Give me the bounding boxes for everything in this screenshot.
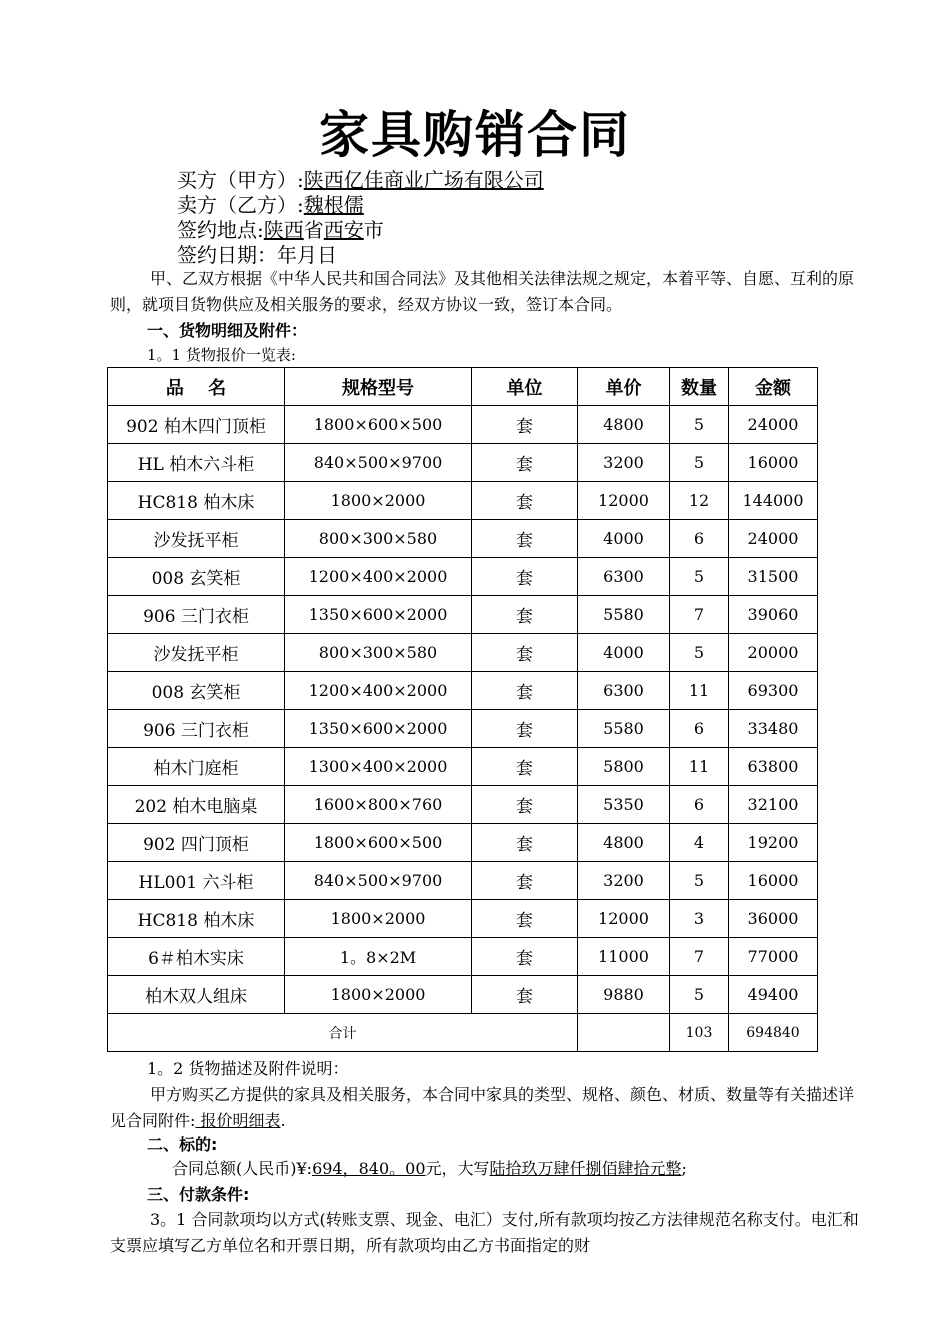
cell-amount: 20000 bbox=[729, 634, 818, 672]
contract-amount-line bbox=[172, 1158, 687, 1180]
place-label: 签约地点: bbox=[177, 218, 264, 242]
cell-amount: 24000 bbox=[729, 520, 818, 558]
cell-amount: 33480 bbox=[729, 710, 818, 748]
cell-spec: 1300×400×2000 bbox=[285, 748, 472, 786]
cell-amount: 49400 bbox=[729, 976, 818, 1014]
cell-price: 11000 bbox=[578, 938, 670, 976]
cell-unit: 套 bbox=[472, 634, 578, 672]
cell-amount: 77000 bbox=[729, 938, 818, 976]
document-title: 家具购销合同 bbox=[319, 106, 631, 164]
table-row bbox=[108, 482, 818, 520]
cell-price: 4800 bbox=[578, 824, 670, 862]
table-row bbox=[108, 710, 818, 748]
place-line bbox=[177, 218, 384, 242]
cell-spec: 1200×400×2000 bbox=[285, 672, 472, 710]
table-header-row bbox=[108, 368, 818, 406]
cell-unit: 套 bbox=[472, 520, 578, 558]
cell-product: 906 三门衣柜 bbox=[108, 710, 285, 748]
cell-qty: 5 bbox=[670, 444, 729, 482]
quote-attachment-link: 报价明细表 bbox=[195, 1111, 281, 1130]
cell-spec: 1800×600×500 bbox=[285, 824, 472, 862]
cell-spec: 1350×600×2000 bbox=[285, 710, 472, 748]
cell-spec: 1350×600×2000 bbox=[285, 596, 472, 634]
cell-unit: 套 bbox=[472, 900, 578, 938]
place-province: 陕西 bbox=[263, 218, 304, 242]
table-row bbox=[108, 976, 818, 1014]
header-product: 品 名 bbox=[108, 368, 285, 406]
cell-qty: 3 bbox=[670, 900, 729, 938]
description-end: . bbox=[280, 1111, 286, 1130]
cell-product: 902 四门顶柜 bbox=[108, 824, 285, 862]
section-2-heading: 二、标的: bbox=[147, 1135, 218, 1154]
cell-price: 4000 bbox=[578, 634, 670, 672]
cell-qty: 6 bbox=[670, 710, 729, 748]
cell-unit: 套 bbox=[472, 862, 578, 900]
header-spec: 规格型号 bbox=[285, 368, 472, 406]
seller-line bbox=[177, 193, 364, 217]
payment-paragraph: 3。1 合同款项均以方式(转账支票、现金、电汇）支付,所有款项均按乙方法律规范名称支付。电汇和支票应填写乙方单位名和开票日期，所有款项均由乙方书面指定的财 bbox=[110, 1210, 859, 1255]
cell-price: 5580 bbox=[578, 710, 670, 748]
buyer-label: 买方（甲方）: bbox=[177, 168, 304, 192]
table-row bbox=[108, 444, 818, 482]
cell-spec: 1800×2000 bbox=[285, 482, 472, 520]
table-row bbox=[108, 786, 818, 824]
cell-product: 202 柏木电脑桌 bbox=[108, 786, 285, 824]
cell-product: 008 玄笑柜 bbox=[108, 672, 285, 710]
table-row bbox=[108, 938, 818, 976]
cell-price: 5350 bbox=[578, 786, 670, 824]
subsection-1-2: 1。2 货物描述及附件说明： bbox=[147, 1059, 349, 1078]
seller-label: 卖方（乙方）: bbox=[177, 193, 304, 217]
cell-spec: 800×300×580 bbox=[285, 634, 472, 672]
cell-unit: 套 bbox=[472, 938, 578, 976]
cell-qty: 11 bbox=[670, 672, 729, 710]
total-price-blank bbox=[578, 1014, 670, 1052]
amount-figure: 694，840。00 bbox=[312, 1159, 426, 1178]
description-text: 甲方购买乙方提供的家具及相关服务，本合同中家具的类型、规格、颜色、材质、数量等有关描述详见合同附件: bbox=[110, 1085, 855, 1130]
cell-qty: 4 bbox=[670, 824, 729, 862]
cell-product: 柏木门庭柜 bbox=[108, 748, 285, 786]
place-city: 西安 bbox=[323, 218, 364, 242]
cell-price: 3200 bbox=[578, 862, 670, 900]
cell-amount: 19200 bbox=[729, 824, 818, 862]
goods-table bbox=[107, 367, 818, 1052]
cell-amount: 36000 bbox=[729, 900, 818, 938]
cell-qty: 7 bbox=[670, 596, 729, 634]
table-row bbox=[108, 672, 818, 710]
place-province-suffix: 省 bbox=[303, 218, 324, 242]
table-row bbox=[108, 862, 818, 900]
cell-unit: 套 bbox=[472, 444, 578, 482]
table-row bbox=[108, 520, 818, 558]
total-label: 合计 bbox=[108, 1014, 578, 1052]
cell-qty: 6 bbox=[670, 520, 729, 558]
cell-product: 008 玄笑柜 bbox=[108, 558, 285, 596]
cell-qty: 7 bbox=[670, 938, 729, 976]
table-row bbox=[108, 748, 818, 786]
place-city-suffix: 市 bbox=[363, 218, 384, 242]
total-amount: 694840 bbox=[729, 1014, 818, 1052]
cell-price: 5800 bbox=[578, 748, 670, 786]
header-qty: 数量 bbox=[670, 368, 729, 406]
cell-product: 906 三门衣柜 bbox=[108, 596, 285, 634]
section-1-heading: 一、货物明细及附件： bbox=[147, 321, 308, 340]
cell-amount: 69300 bbox=[729, 672, 818, 710]
cell-amount: 144000 bbox=[729, 482, 818, 520]
table-row bbox=[108, 406, 818, 444]
cell-amount: 24000 bbox=[729, 406, 818, 444]
cell-amount: 31500 bbox=[729, 558, 818, 596]
cell-product: HL001 六斗柜 bbox=[108, 862, 285, 900]
cell-price: 5580 bbox=[578, 596, 670, 634]
cell-qty: 5 bbox=[670, 558, 729, 596]
header-amount: 金额 bbox=[729, 368, 818, 406]
cell-amount: 39060 bbox=[729, 596, 818, 634]
cell-spec: 1800×600×500 bbox=[285, 406, 472, 444]
cell-spec: 840×500×9700 bbox=[285, 444, 472, 482]
cell-price: 12000 bbox=[578, 482, 670, 520]
cell-unit: 套 bbox=[472, 786, 578, 824]
seller-name: 魏根儒 bbox=[303, 193, 364, 217]
total-qty: 103 bbox=[670, 1014, 729, 1052]
cell-unit: 套 bbox=[472, 710, 578, 748]
intro-paragraph: 甲、乙双方根据《中华人民共和国合同法》及其他相关法律法规之规定，本着平等、自愿、互利的原则，就项目货物供应及相关服务的要求，经双方协议一致，签订本合同。 bbox=[110, 269, 855, 314]
amount-words-label: 元，大写 bbox=[425, 1159, 490, 1178]
header-unit: 单位 bbox=[472, 368, 578, 406]
date-line: 签约日期：年月日 bbox=[177, 243, 337, 267]
buyer-name: 陕西亿佳商业广场有限公司 bbox=[303, 168, 544, 192]
table-row bbox=[108, 824, 818, 862]
cell-qty: 6 bbox=[670, 786, 729, 824]
cell-spec: 1800×2000 bbox=[285, 976, 472, 1014]
table-row bbox=[108, 558, 818, 596]
description-paragraph bbox=[110, 1082, 860, 1134]
cell-unit: 套 bbox=[472, 672, 578, 710]
cell-price: 3200 bbox=[578, 444, 670, 482]
cell-product: 沙发抚平柜 bbox=[108, 520, 285, 558]
cell-unit: 套 bbox=[472, 596, 578, 634]
amount-end: ; bbox=[681, 1159, 687, 1178]
cell-qty: 5 bbox=[670, 634, 729, 672]
cell-amount: 16000 bbox=[729, 862, 818, 900]
cell-unit: 套 bbox=[472, 482, 578, 520]
table-row bbox=[108, 596, 818, 634]
cell-product: HC818 柏木床 bbox=[108, 900, 285, 938]
cell-qty: 12 bbox=[670, 482, 729, 520]
cell-amount: 32100 bbox=[729, 786, 818, 824]
cell-product: 902 柏木四门顶柜 bbox=[108, 406, 285, 444]
cell-product: 柏木双人组床 bbox=[108, 976, 285, 1014]
cell-price: 6300 bbox=[578, 558, 670, 596]
section-3-heading: 三、付款条件: bbox=[147, 1185, 250, 1204]
table-row bbox=[108, 634, 818, 672]
table-row bbox=[108, 900, 818, 938]
cell-spec: 1。8×2M bbox=[285, 938, 472, 976]
cell-price: 4000 bbox=[578, 520, 670, 558]
cell-qty: 5 bbox=[670, 406, 729, 444]
cell-spec: 800×300×580 bbox=[285, 520, 472, 558]
cell-product: 沙发抚平柜 bbox=[108, 634, 285, 672]
cell-price: 9880 bbox=[578, 976, 670, 1014]
cell-unit: 套 bbox=[472, 406, 578, 444]
cell-product: HL 柏木六斗柜 bbox=[108, 444, 285, 482]
cell-price: 6300 bbox=[578, 672, 670, 710]
cell-unit: 套 bbox=[472, 558, 578, 596]
cell-amount: 16000 bbox=[729, 444, 818, 482]
cell-unit: 套 bbox=[472, 748, 578, 786]
cell-price: 4800 bbox=[578, 406, 670, 444]
cell-product: 6＃柏木实床 bbox=[108, 938, 285, 976]
subsection-1-1: 1。1 货物报价一览表: bbox=[147, 346, 296, 364]
buyer-line bbox=[177, 168, 544, 192]
cell-unit: 套 bbox=[472, 824, 578, 862]
cell-price: 12000 bbox=[578, 900, 670, 938]
cell-product: HC818 柏木床 bbox=[108, 482, 285, 520]
cell-amount: 63800 bbox=[729, 748, 818, 786]
amount-words: 陆拾玖万肆仟捌佰肆拾元整 bbox=[489, 1159, 682, 1178]
total-row bbox=[108, 1014, 818, 1052]
cell-qty: 11 bbox=[670, 748, 729, 786]
cell-qty: 5 bbox=[670, 862, 729, 900]
cell-spec: 1800×2000 bbox=[285, 900, 472, 938]
cell-spec: 840×500×9700 bbox=[285, 862, 472, 900]
cell-spec: 1200×400×2000 bbox=[285, 558, 472, 596]
cell-unit: 套 bbox=[472, 976, 578, 1014]
cell-spec: 1600×800×760 bbox=[285, 786, 472, 824]
cell-qty: 5 bbox=[670, 976, 729, 1014]
amount-label: 合同总额(人民币)¥: bbox=[172, 1159, 313, 1178]
header-price: 单价 bbox=[578, 368, 670, 406]
